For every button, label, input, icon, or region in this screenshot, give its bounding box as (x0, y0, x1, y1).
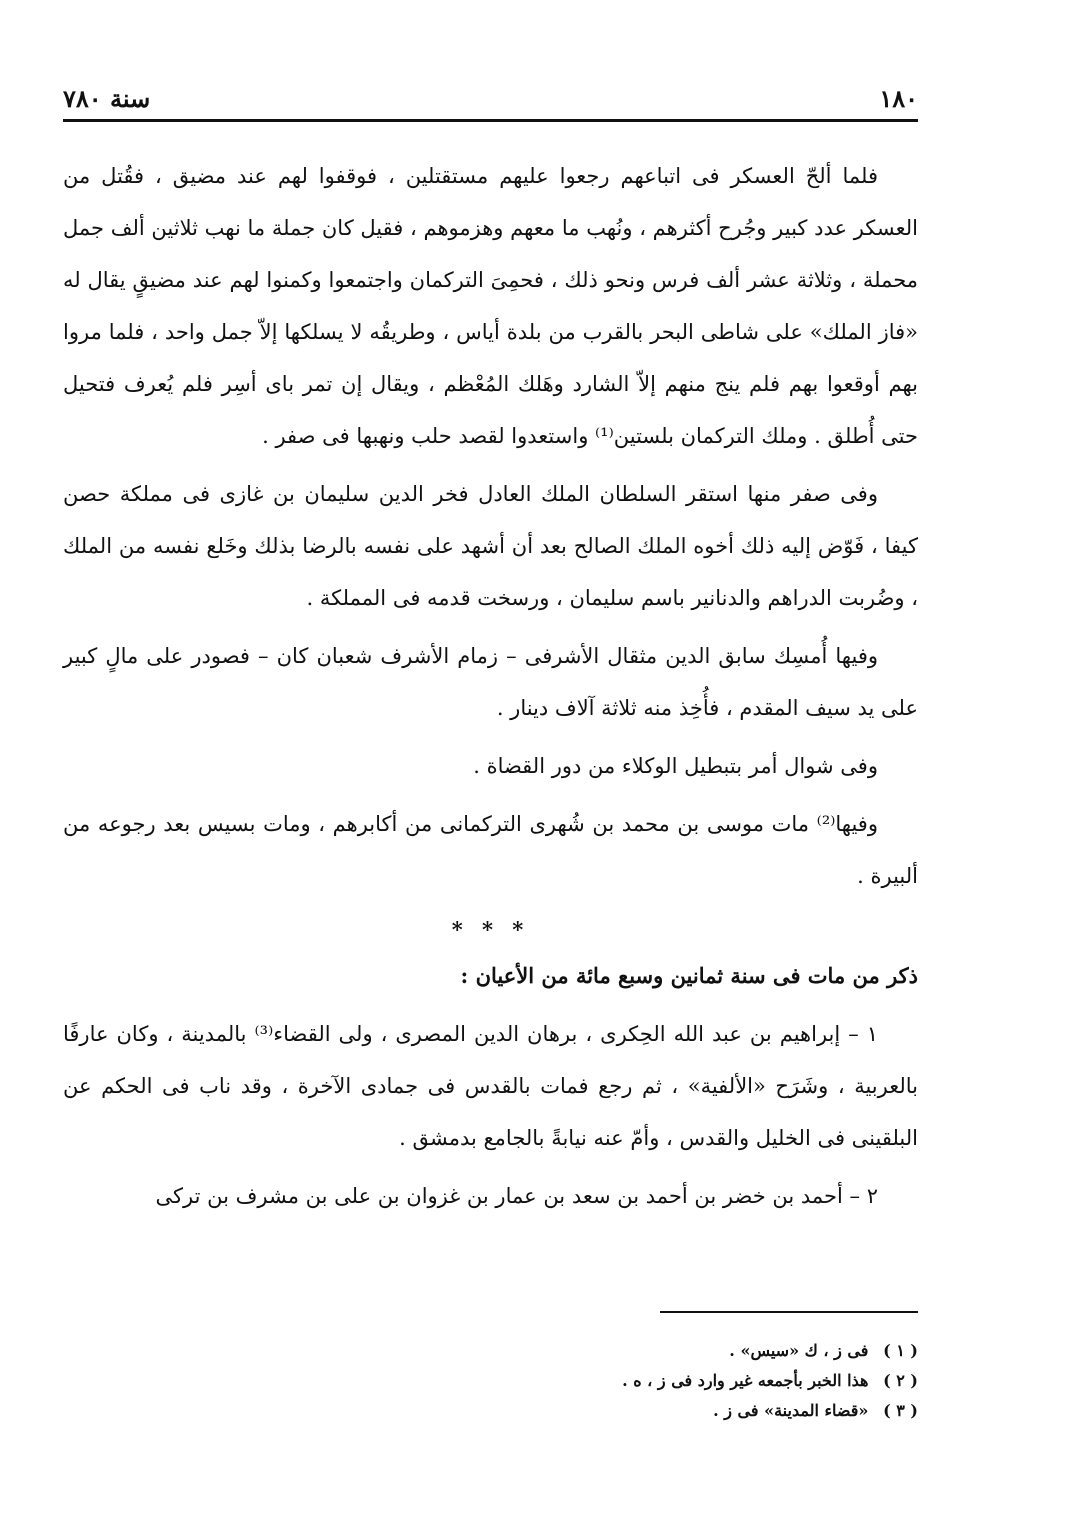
footnote (400, 1366, 918, 1396)
footnote-text: فى ز ، ك «سيس» . (729, 1341, 869, 1360)
footnote-text: هذا الخبر بأجمعه غير وارد فى ز ، ه . (622, 1371, 869, 1390)
section-title: ذكر من مات فى سنة ثمانين وسبع مائة من الأعيان : (460, 963, 918, 988)
paragraph: وفى شوال أمر بتبطيل الوكلاء من دور القضاة . (473, 754, 878, 778)
footnotes (400, 1336, 918, 1426)
page-header (63, 80, 918, 118)
main-text (63, 150, 918, 1228)
paragraph: وفيها أُمسِك سابق الدين مثقال الأشرفى – زمام الأشرف شعبان كان – فصودر على مالٍ كبير على يد سيف المقدم ، فأُخِذ منه ثلاثة آلاف دينار . (63, 644, 918, 720)
paragraph: وفى صفر منها استقر السلطان الملك العادل فخر الدين سليمان بن غازى فى مملكة حصن كيفا ، فَوّض إليه ذلك أخوه الملك الصالح بعد أن أشهد على نفسه بالرضا بذلك وخَلع نفسه من الملك ، وضُربت الدراهم والدنانير باسم سليمان ، ورسخت قدمه فى المملكة . (63, 482, 918, 610)
running-title: سنة ٧٨٠ (63, 84, 151, 113)
footnote-number: ( ١ ) (883, 1341, 918, 1360)
footnote-rule (660, 1311, 918, 1313)
footnote-number: ( ٢ ) (883, 1371, 918, 1390)
footnote (400, 1396, 918, 1426)
obituary-entry: ١ – إبراهيم بن عبد الله الحِكرى ، برهان الدين المصرى ، ولى القضاء⁽³⁾ بالمدينة ، وكان عارفًا بالعربية ، وشَرَح «الألفية» ، ثم رجع فمات بالقدس فى جمادى الآخرة ، وقد ناب فى الحكم عن البلقينى فى الخليل والقدس ، وأمّ عنه نيابةً بالجامع بدمشق . (63, 1022, 919, 1150)
footnote-number: ( ٣ ) (883, 1401, 918, 1420)
paragraph: وفيها⁽²⁾ مات موسى بن محمد بن شُهرى التركمانى من أكابرهم ، ومات بسيس بعد رجوعه من ألبيرة . (63, 812, 918, 888)
obituary-entry: ٢ – أحمد بن خضر بن أحمد بن سعد بن عمار بن غزوان بن على بن مشرف بن تركى (155, 1184, 878, 1208)
footnote-text: «قضاء المدينة» فى ز . (713, 1401, 869, 1420)
page-number: ١٨٠ (879, 84, 918, 113)
header-rule (63, 119, 918, 122)
section-separator: * * * (451, 917, 530, 942)
footnote (400, 1336, 918, 1366)
paragraph: فلما ألحّ العسكر فى اتباعهم رجعوا عليهم مستقتلين ، فوقفوا لهم عند مضيق ، فقُتل من العسكر عدد كبير وجُرح أكثرهم ، ونُهب ما معهم وهزموهم ، فقيل كان جملة ما نهب ثلاثين ألف جمل محملة ، وثلاثة عشر ألف فرس ونحو ذلك ، فحمِىَ التركمان واجتمعوا وكمنوا لهم عند مضيقٍ يقال له «فاز الملك» على شاطى البحر بالقرب من بلدة أياس ، وطريقُه لا يسلكها إلاّ جمل واحد ، فلما مروا بهم أوقعوا بهم فلم ينج منهم إلاّ الشارد وهَلك المُعْظم ، ويقال إن تمر باى أسِر فلم يُعرف فتحيل حتى أُطلق . وملك التركمان بلستين⁽¹⁾ واستعدوا لقصد حلب ونهبها فى صفر . (63, 164, 918, 448)
